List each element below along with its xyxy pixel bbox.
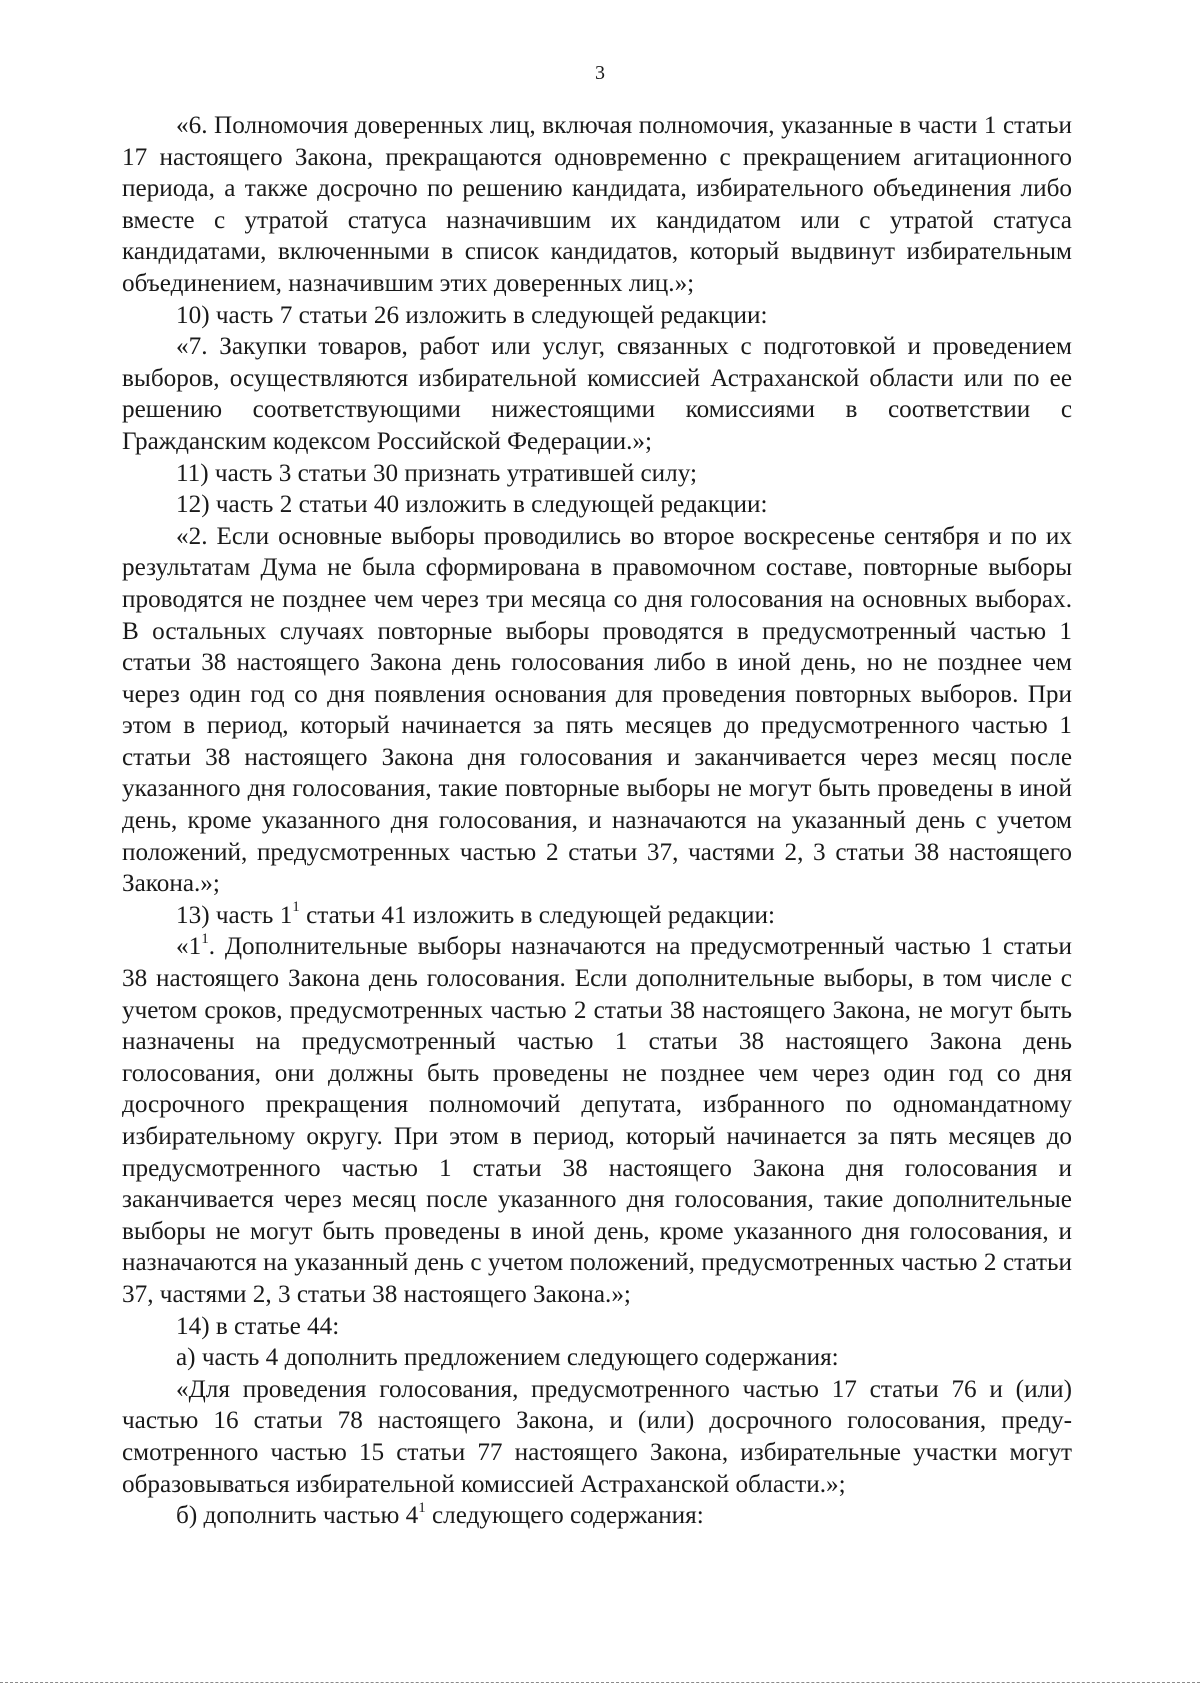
paragraph-item-10: 10) часть 7 статьи 26 изложить в следующей редакции: [176, 301, 768, 329]
paragraph-item-13 [122, 900, 1072, 932]
document-body [122, 110, 1072, 1532]
item-13-superscript: 1 [292, 899, 300, 916]
part-1-1-superscript: 1 [201, 931, 209, 948]
paragraph-inserted-sentence: «Для проведения голосования, предусмотренного частью 17 статьи 76 и (или) частью 16 статьи 78 настоящего Закона, и (или) досрочного голосования, предусмотренного частью 15 статьи 77 настоящего Закона, избирательные участки могут образовываться избирательной комиссией Астраханской области.»; [122, 1375, 1072, 1498]
part-1-1-text-end: . Дополнительные выборы назначаются на предусмотренный частью 1 статьи 38 настоящего Закона день голосования. Если дополнительные выборы, в том числе с учетом сроков, предусмотренных частью 2 статьи 38 настоящего Закона, не могут быть назначены на предусмотренный частью 1 статьи 38 настоящего Закона день голосования, они должны быть проведены не позднее чем через один год со дня досрочного прекращения полномочий депутата, избранного по одномандатному избирательному округу. При этом в период, который начинается за пять месяцев до предусмотренного частью 1 статьи 38 настоящего Закона дня голосования и заканчивается через месяц после указанного дня голосования, такие дополнительные выборы не могут быть проведены в иной день, кроме указанного дня голосования, и назначаются на указанный день с учетом положений, предусмотренных частью 2 статьи 37, частями 2, 3 статьи 38 настоящего Закона.»; [122, 933, 1072, 1308]
item-13-text-end: статьи 41 изложить в следующей редакции: [299, 901, 775, 929]
item-14b-text-end: следующего содержания: [425, 1502, 704, 1530]
item-14b-superscript: 1 [418, 1499, 426, 1516]
paragraph-part-7: «7. Закупки товаров, работ или услуг, связанных с подготовкой и проведением выборов, осуществляются избирательной комиссией Астраханской области или по ее решению соответствующими нижестоящими комиссиями в соответствии с Гражданским кодексом Российской Федерации.»; [122, 333, 1072, 455]
item-14b-text-start: б) дополнить частью 4 [176, 1502, 419, 1530]
paragraph-item-14a: а) часть 4 дополнить предложением следующего содержания: [176, 1344, 839, 1372]
part-1-1-text-start: «1 [176, 933, 202, 961]
paragraph-part-6: «6. Полномочия доверенных лиц, включая полномочия, указанные в части 1 статьи 17 настоящего Закона, прекращаются одновременно с прекращением агитационного периода, а также досрочно по решению кандидата, избирательного объединения либо вместе с утратой статуса назначившим их кандидатом или с утратой статуса кандидатами, включенными в список кандидатов, который выдвинут избирательным объединением, назначившим этих доверенных лиц.»; [122, 112, 1072, 297]
page-number: 3 [595, 62, 605, 84]
paragraph-item-11: 11) часть 3 статьи 30 признать утратившей силу; [176, 459, 697, 487]
paragraph-part-1-1 [122, 931, 1072, 1310]
paragraph-item-14: 14) в статье 44: [176, 1312, 340, 1340]
item-13-text-start: 13) часть 1 [176, 901, 293, 929]
paragraph-item-12: 12) часть 2 статьи 40 изложить в следующей редакции: [176, 491, 768, 519]
scan-edge-line [0, 1682, 1200, 1683]
paragraph-part-2: «2. Если основные выборы проводились во второе воскресенье сентября и по их результатам Дума не была сформирована в правомочном составе, повторные выборы проводятся не позднее чем через три месяца со дня голосования на основных выборах. В остальных случаях повторные выборы проводятся в предусмотренный частью 1 статьи 38 настоящего Закона день голосования либо в иной день, но не позднее чем через один год со дня появления основания для проведения повторных выборов. При этом в период, который начинается за пять месяцев до предусмотренного частью 1 статьи 38 настоящего Закона дня голосования и заканчивается через месяц после указанного дня голосования, такие повторные выборы не могут быть проведены в иной день, кроме указанного дня голосования, и назначаются на указанный день с учетом положений, предусмотренных частью 2 статьи 37, частями 2, 3 статьи 38 настоящего Закона.»; [122, 522, 1072, 898]
paragraph-item-14b [122, 1500, 1072, 1532]
